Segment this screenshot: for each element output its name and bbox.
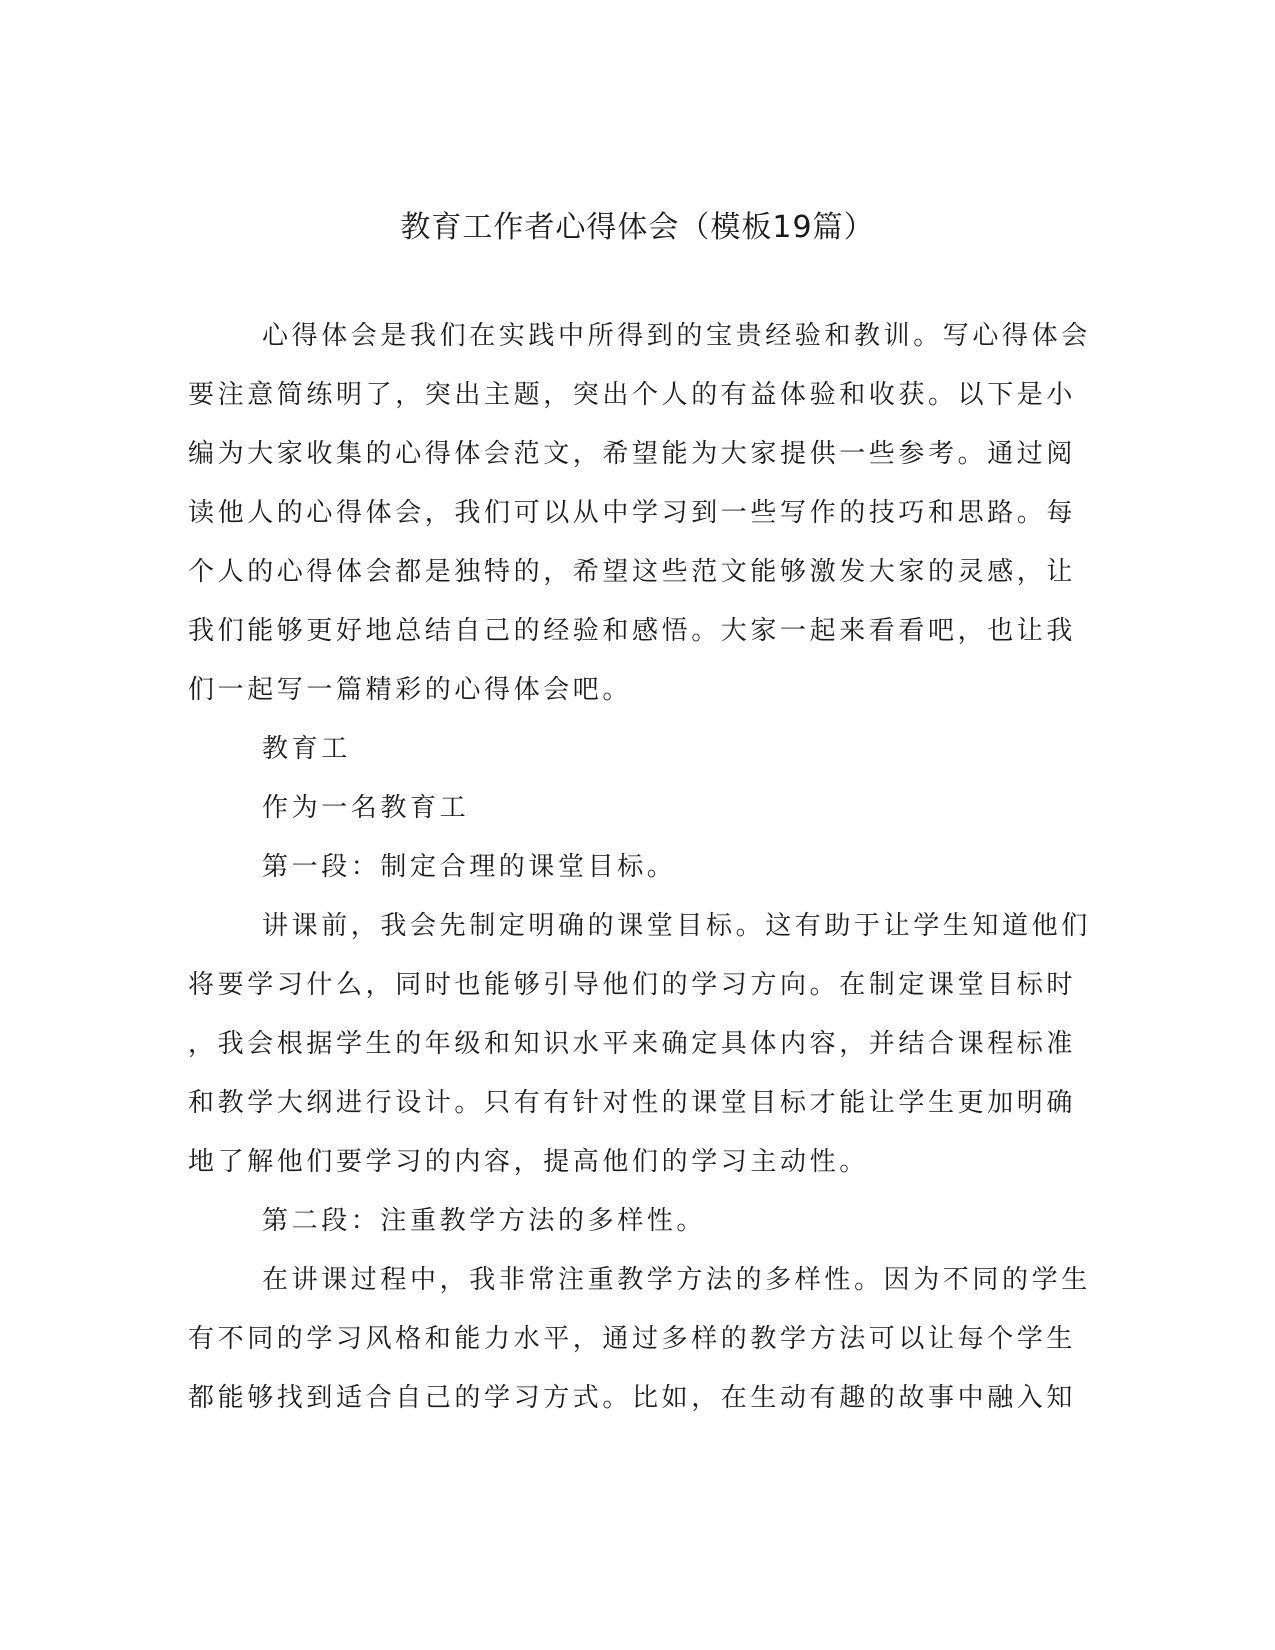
text-line: 都能够找到适合自己的学习方式。比如，在生动有趣的故事中融入知 — [188, 1383, 1077, 1413]
text-line: 个人的心得体会都是独特的，希望这些范文能够激发大家的灵感，让 — [188, 557, 1077, 587]
text-line: 地了解他们要学习的内容，提高他们的学习主动性。 — [188, 1147, 869, 1177]
text-line: 教育工 — [262, 734, 351, 764]
text-line: 要注意简练明了，突出主题，突出个人的有益体验和收获。以下是小 — [188, 380, 1077, 410]
text-line: 读他人的心得体会，我们可以从中学习到一些写作的技巧和思路。每 — [188, 498, 1077, 528]
text-line: 有不同的学习风格和能力水平，通过多样的教学方法可以让每个学生 — [188, 1324, 1077, 1354]
text-line: 作为一名教育工 — [262, 793, 470, 823]
text-line: 将要学习什么，同时也能够引导他们的学习方向。在制定课堂目标时 — [188, 970, 1077, 1000]
text-line: 我们能够更好地总结自己的经验和感悟。大家一起来看看吧，也让我 — [188, 616, 1077, 646]
text-line: 讲课前，我会先制定明确的课堂目标。这有助于让学生知道他们 — [262, 911, 1091, 941]
text-line: 编为大家收集的心得体会范文，希望能为大家提供一些参考。通过阅 — [188, 439, 1077, 469]
text-line: 心得体会是我们在实践中所得到的宝贵经验和教训。写心得体会 — [262, 321, 1091, 351]
text-line: 和教学大纲进行设计。只有有针对性的课堂目标才能让学生更加明确 — [188, 1088, 1077, 1118]
text-line: 在讲课过程中，我非常注重教学方法的多样性。因为不同的学生 — [262, 1265, 1091, 1295]
text-line: 们一起写一篇精彩的心得体会吧。 — [188, 675, 633, 705]
text-line: ，我会根据学生的年级和知识水平来确定具体内容，并结合课程标准 — [188, 1029, 1077, 1059]
document-title: 教育工作者心得体会（模板19篇） — [400, 210, 875, 245]
section-heading: 第一段：制定合理的课堂目标。 — [262, 852, 677, 882]
section-heading: 第二段：注重教学方法的多样性。 — [262, 1206, 707, 1236]
